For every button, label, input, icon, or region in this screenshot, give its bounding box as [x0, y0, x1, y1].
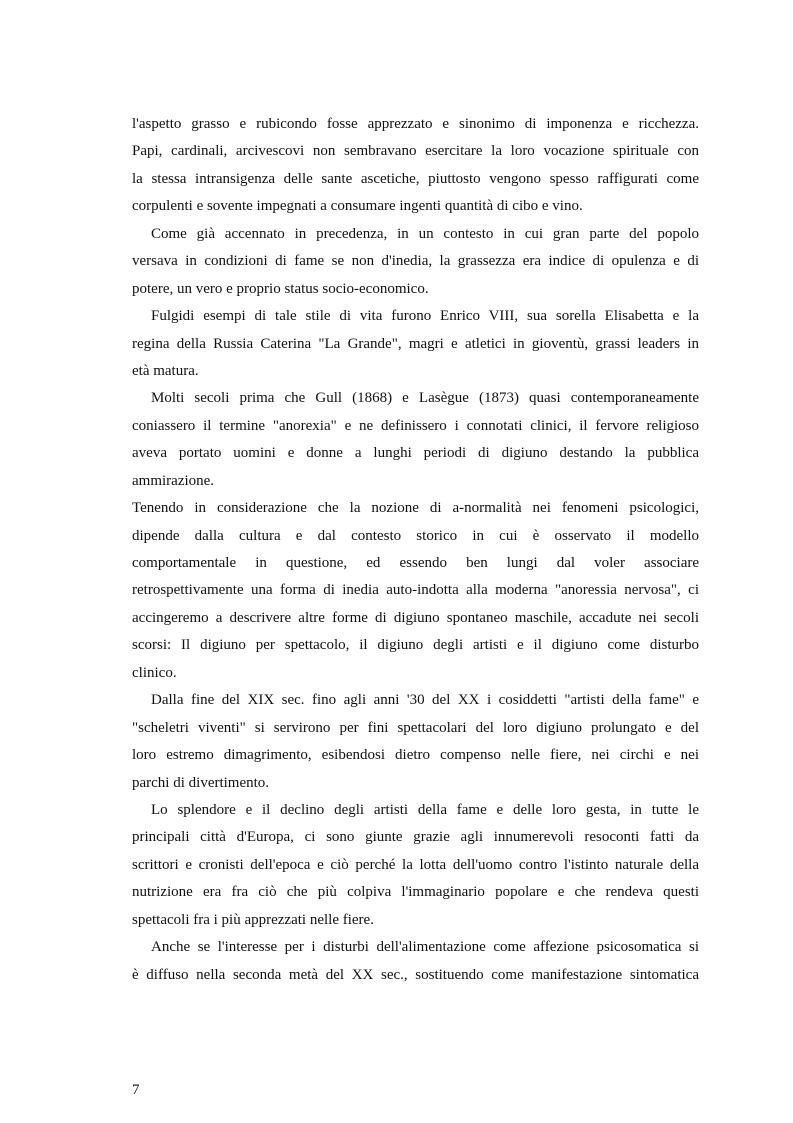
- page-number: 7: [132, 1082, 140, 1098]
- text-line: Come già accennato in precedenza, in un contesto in cui gran parte del popolo: [151, 225, 699, 242]
- text-line: comportamentale in questione, ed essendo ben lungi dal voler associare: [132, 555, 699, 571]
- text-line: spettacoli fra i più apprezzati nelle fiere.: [132, 911, 374, 928]
- text-line: corpulenti e sovente impegnati a consumare ingenti quantità di cibo e vino.: [132, 198, 583, 215]
- text-line: potere, un vero e proprio status socio-economico.: [132, 280, 429, 297]
- text-line: Dalla fine del XIX sec. fino agli anni '30 del XX i cosiddetti "artisti della fame" e: [151, 692, 699, 709]
- text-line: loro estremo dimagrimento, esibendosi dietro compenso nelle fiere, nei circhi e nei: [132, 747, 699, 764]
- text-line: ammirazione.: [132, 472, 215, 489]
- text-line: Papi, cardinali, arcivescovi non sembravano esercitare la loro vocazione spirituale con: [132, 143, 699, 160]
- text-line: Fulgidi esempi di tale stile di vita furono Enrico VIII, sua sorella Elisabetta e la: [151, 308, 699, 325]
- text-line: coniassero il termine "anorexia" e ne definissero i connotati clinici, il fervore religioso: [132, 417, 699, 434]
- text-line: accingeremo a descrivere altre forme di digiuno spontaneo maschile, accadute nei secoli: [132, 609, 699, 626]
- text-line: l'aspetto grasso e rubicondo fosse apprezzato e sinonimo di imponenza e ricchezza.: [132, 116, 699, 132]
- text-line: scorsi: Il digiuno per spettacolo, il digiuno degli artisti e il digiuno come disturbo: [132, 637, 699, 654]
- text-line: retrospettivamente una forma di inedia auto-indotta alla moderna "anoressia nervosa", ci: [132, 582, 699, 599]
- text-line: Lo splendore e il declino degli artisti della fame e delle loro gesta, in tutte le: [151, 801, 699, 818]
- text-line: età matura.: [132, 362, 199, 379]
- text-line: è diffuso nella seconda metà del XX sec., sostituendo come manifestazione sintomatica: [132, 966, 699, 983]
- text-line: parchi di divertimento.: [132, 774, 270, 791]
- text-line: principali città d'Europa, ci sono giunte grazie agli innumerevoli resoconti fatti da: [132, 829, 699, 846]
- body-text: [132, 111, 699, 989]
- text-line: Anche se l'interesse per i disturbi dell'alimentazione come affezione psicosomatica si: [151, 939, 699, 956]
- text-line: "scheletri viventi" si servirono per fini spettacolari del loro digiuno prolungato e del: [132, 719, 699, 736]
- text-line: clinico.: [132, 664, 177, 681]
- text-line: Tenendo in considerazione che la nozione di a-normalità nei fenomeni psicologici,: [132, 500, 699, 517]
- text-line: Molti secoli prima che Gull (1868) e Lasègue (1873) quasi contemporaneamente: [151, 390, 699, 407]
- text-line: la stessa intransigenza delle sante ascetiche, piuttosto vengono spesso raffigurati come: [132, 170, 699, 187]
- text-line: scrittori e cronisti dell'epoca e ciò perché la lotta dell'uomo contro l'istinto naturale della: [132, 856, 699, 873]
- text-line: dipende dalla cultura e dal contesto storico in cui è osservato il modello: [132, 527, 699, 544]
- text-line: versava in condizioni di fame se non d'inedia, la grassezza era indice di opulenza e di: [132, 253, 699, 270]
- text-line: aveva portato uomini e donne a lunghi periodi di digiuno destando la pubblica: [132, 445, 699, 462]
- text-line: regina della Russia Caterina "La Grande", magri e atletici in gioventù, grassi leaders in: [132, 335, 699, 352]
- text-line: nutrizione era fra ciò che più colpiva l'immaginario popolare e che rendeva questi: [132, 884, 699, 901]
